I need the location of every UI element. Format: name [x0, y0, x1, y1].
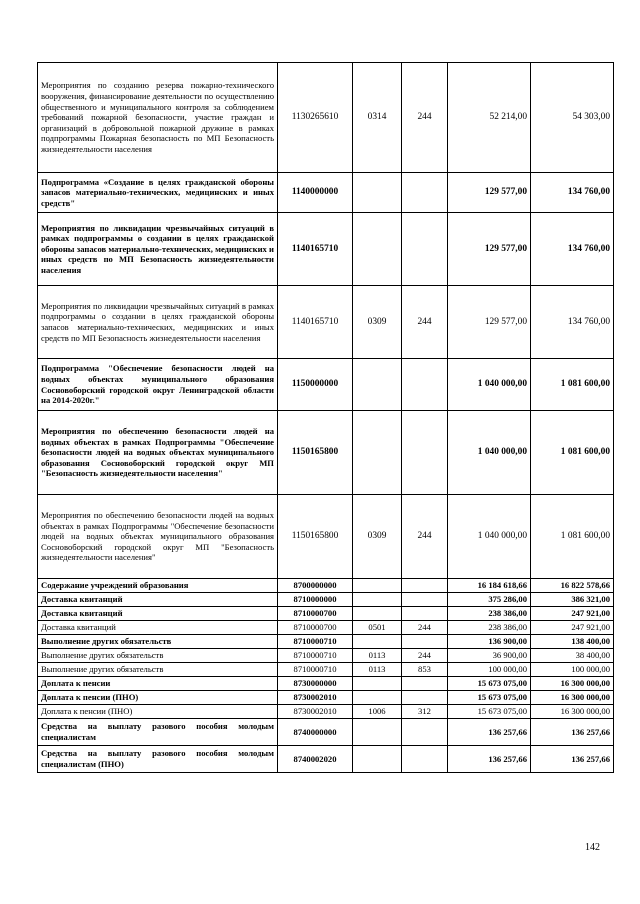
row-code: 1150165800	[278, 411, 353, 495]
row-name: Средства на выплату разового пособия молодым специалистам	[38, 719, 278, 746]
budget-table-body	[38, 63, 614, 773]
row-section: 0113	[353, 649, 402, 663]
row-section: 0309	[353, 495, 402, 579]
table-row	[38, 173, 614, 213]
budget-table	[37, 62, 614, 773]
table-row	[38, 63, 614, 173]
row-amount-year2: 136 257,66	[531, 719, 614, 746]
row-amount-year2: 16 822 578,66	[531, 579, 614, 593]
row-name: Доплата к пенсии	[38, 677, 278, 691]
table-row	[38, 677, 614, 691]
row-code: 8710000710	[278, 635, 353, 649]
row-name: Мероприятия по ликвидации чрезвычайных ситуаций в рамках подпрограммы о создании в целях гражданской обороны запасов материально-технических, медицинских и иных средств по МП Безопасность жизнедеятельности населения	[38, 286, 278, 359]
row-section: 0309	[353, 286, 402, 359]
row-expense-type	[402, 746, 448, 773]
table-row	[38, 705, 614, 719]
row-expense-type: 853	[402, 663, 448, 677]
table-row	[38, 213, 614, 286]
row-name: Доплата к пенсии (ПНО)	[38, 705, 278, 719]
row-amount-year1: 238 386,00	[448, 621, 531, 635]
row-section	[353, 411, 402, 495]
row-code: 1150165800	[278, 495, 353, 579]
row-name: Мероприятия по обеспечению безопасности людей на водных объектах в рамках Подпрограммы "Обеспечение безопасности людей на водных объектах муниципального образования Сосновоборский городской округ МП "Безопасность жизнедеятельности населения"	[38, 411, 278, 495]
row-expense-type: 244	[402, 495, 448, 579]
table-row	[38, 411, 614, 495]
table-row	[38, 691, 614, 705]
row-section	[353, 691, 402, 705]
row-code: 8710000710	[278, 663, 353, 677]
row-code: 8740000000	[278, 719, 353, 746]
row-amount-year2: 136 257,66	[531, 746, 614, 773]
row-code: 8730000000	[278, 677, 353, 691]
row-code: 8710000700	[278, 621, 353, 635]
row-amount-year2: 54 303,00	[531, 63, 614, 173]
row-amount-year2: 386 321,00	[531, 593, 614, 607]
row-amount-year1: 1 040 000,00	[448, 495, 531, 579]
row-amount-year1: 52 214,00	[448, 63, 531, 173]
table-row	[38, 579, 614, 593]
row-section	[353, 635, 402, 649]
row-section: 1006	[353, 705, 402, 719]
table-row	[38, 593, 614, 607]
row-amount-year1: 129 577,00	[448, 286, 531, 359]
row-name: Доплата к пенсии (ПНО)	[38, 691, 278, 705]
table-row	[38, 719, 614, 746]
row-code: 8710000700	[278, 607, 353, 621]
row-section	[353, 607, 402, 621]
row-amount-year2: 247 921,00	[531, 621, 614, 635]
row-name: Выполнение других обязательств	[38, 649, 278, 663]
row-amount-year2: 247 921,00	[531, 607, 614, 621]
row-amount-year1: 15 673 075,00	[448, 705, 531, 719]
row-name: Выполнение других обязательств	[38, 663, 278, 677]
row-section	[353, 746, 402, 773]
row-expense-type	[402, 607, 448, 621]
row-code: 8730002010	[278, 691, 353, 705]
row-amount-year1: 1 040 000,00	[448, 411, 531, 495]
row-expense-type	[402, 411, 448, 495]
row-amount-year1: 129 577,00	[448, 173, 531, 213]
row-amount-year1: 16 184 618,66	[448, 579, 531, 593]
row-expense-type: 244	[402, 63, 448, 173]
row-amount-year2: 38 400,00	[531, 649, 614, 663]
row-expense-type	[402, 593, 448, 607]
row-amount-year2: 1 081 600,00	[531, 495, 614, 579]
row-code: 8710000710	[278, 649, 353, 663]
row-expense-type	[402, 359, 448, 411]
row-name: Подпрограмма "Обеспечение безопасности людей на водных объектах муниципального образования Сосновоборский городской округ Ленинградской области на 2014-2020г."	[38, 359, 278, 411]
row-expense-type: 244	[402, 621, 448, 635]
row-amount-year1: 136 257,66	[448, 746, 531, 773]
row-expense-type: 312	[402, 705, 448, 719]
row-section	[353, 593, 402, 607]
table-row	[38, 621, 614, 635]
row-section: 0314	[353, 63, 402, 173]
table-row	[38, 359, 614, 411]
table-row	[38, 663, 614, 677]
row-expense-type	[402, 173, 448, 213]
row-name: Доставка квитанций	[38, 593, 278, 607]
row-amount-year1: 15 673 075,00	[448, 677, 531, 691]
row-amount-year1: 1 040 000,00	[448, 359, 531, 411]
row-expense-type	[402, 213, 448, 286]
table-row	[38, 746, 614, 773]
row-amount-year2: 134 760,00	[531, 213, 614, 286]
row-name: Содержание учреждений образования	[38, 579, 278, 593]
row-amount-year1: 100 000,00	[448, 663, 531, 677]
row-section	[353, 719, 402, 746]
row-amount-year1: 129 577,00	[448, 213, 531, 286]
row-code: 8740002020	[278, 746, 353, 773]
row-section: 0113	[353, 663, 402, 677]
row-amount-year2: 16 300 000,00	[531, 705, 614, 719]
row-expense-type	[402, 579, 448, 593]
row-name: Подпрограмма «Создание в целях гражданской обороны запасов материально-технических, медицинских и иных средств"	[38, 173, 278, 213]
row-name: Мероприятия по обеспечению безопасности людей на водных объектах в рамках Подпрограммы "Обеспечение безопасности людей на водных объектах муниципального образования Сосновоборский городской округ МП "Безопасность жизнедеятельности населения"	[38, 495, 278, 579]
page-number: 142	[585, 842, 600, 853]
row-expense-type: 244	[402, 286, 448, 359]
table-row	[38, 649, 614, 663]
row-amount-year2: 16 300 000,00	[531, 677, 614, 691]
row-amount-year2: 138 400,00	[531, 635, 614, 649]
row-amount-year1: 15 673 075,00	[448, 691, 531, 705]
row-expense-type	[402, 691, 448, 705]
row-code: 1140165710	[278, 286, 353, 359]
row-section	[353, 173, 402, 213]
row-code: 8730002010	[278, 705, 353, 719]
row-amount-year2: 100 000,00	[531, 663, 614, 677]
row-amount-year2: 134 760,00	[531, 286, 614, 359]
row-amount-year2: 1 081 600,00	[531, 359, 614, 411]
row-section	[353, 359, 402, 411]
row-amount-year1: 238 386,00	[448, 607, 531, 621]
row-section: 0501	[353, 621, 402, 635]
row-code: 8700000000	[278, 579, 353, 593]
row-code: 1150000000	[278, 359, 353, 411]
table-row	[38, 495, 614, 579]
row-name: Мероприятия по ликвидации чрезвычайных ситуаций в рамках подпрограммы о создании в целях гражданской обороны запасов материально-технических, медицинских и иных средств по МП Безопасность жизнедеятельности населения	[38, 213, 278, 286]
row-amount-year1: 375 286,00	[448, 593, 531, 607]
row-code: 1130265610	[278, 63, 353, 173]
row-name: Выполнение других обязательств	[38, 635, 278, 649]
row-expense-type	[402, 677, 448, 691]
table-row	[38, 607, 614, 621]
row-expense-type: 244	[402, 649, 448, 663]
row-code: 8710000000	[278, 593, 353, 607]
row-amount-year1: 36 900,00	[448, 649, 531, 663]
row-amount-year2: 16 300 000,00	[531, 691, 614, 705]
row-expense-type	[402, 635, 448, 649]
row-name: Доставка квитанций	[38, 621, 278, 635]
row-name: Доставка квитанций	[38, 607, 278, 621]
row-amount-year2: 134 760,00	[531, 173, 614, 213]
row-name: Средства на выплату разового пособия молодым специалистам (ПНО)	[38, 746, 278, 773]
row-code: 1140165710	[278, 213, 353, 286]
row-amount-year2: 1 081 600,00	[531, 411, 614, 495]
row-section	[353, 677, 402, 691]
table-row	[38, 286, 614, 359]
row-expense-type	[402, 719, 448, 746]
row-name: Мероприятия по созданию резерва пожарно-технического вооружения, финансирование деятельности по осуществлению общественного и муниципального контроля за соблюдением требований пожарной безопасности, участие граждан и организаций в добровольной пожарной дружине в рамках подпрограммы Пожарная безопасность по МП Безопасность жизнедеятельности населения	[38, 63, 278, 173]
row-amount-year1: 136 257,66	[448, 719, 531, 746]
row-section	[353, 213, 402, 286]
table-row	[38, 635, 614, 649]
row-section	[353, 579, 402, 593]
row-code: 1140000000	[278, 173, 353, 213]
row-amount-year1: 136 900,00	[448, 635, 531, 649]
